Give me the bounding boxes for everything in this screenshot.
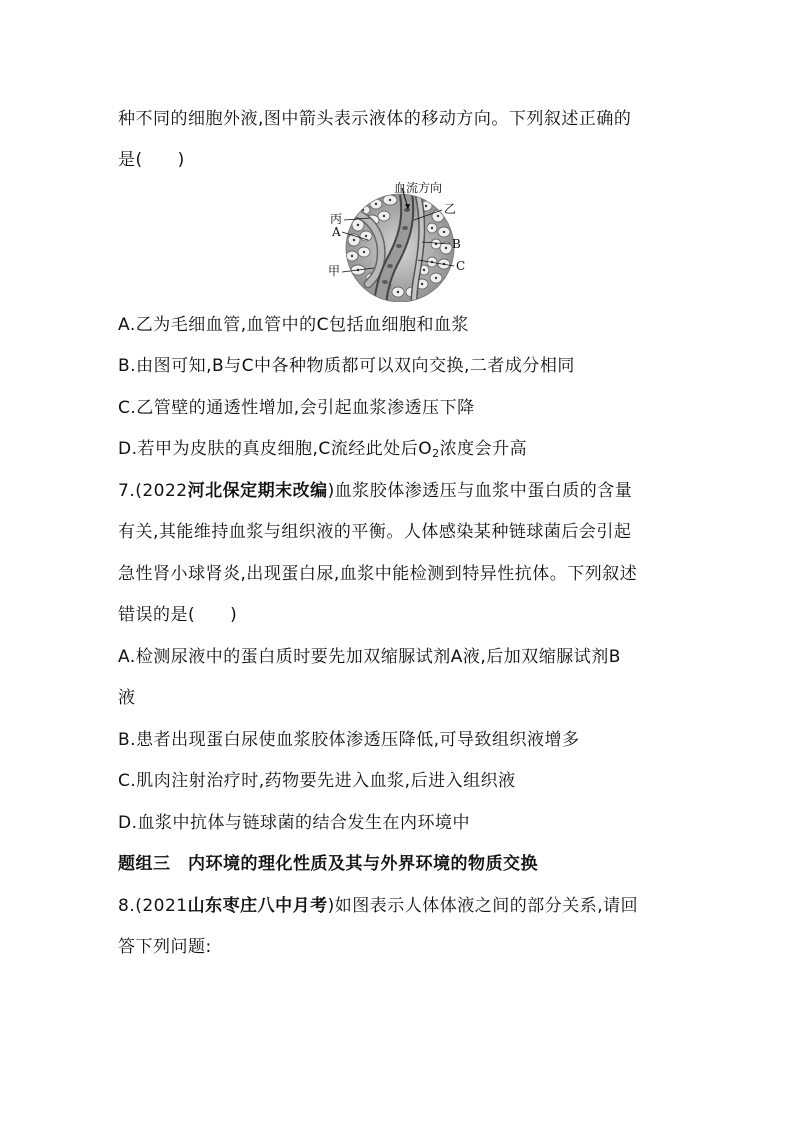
q8-stem-text: )如图表示人体体液之间的部分关系,请回 [327,896,639,916]
intro-line-1: 种不同的细胞外液,图中箭头表示液体的移动方向。下列叙述正确的 [118,109,632,129]
q7-number: 7.(2022 [118,481,188,501]
q8-stem-line-2: 答下列问题: [118,937,212,957]
q7-stem-text: )血浆胶体渗透压与血浆中蛋白质的含量 [327,481,633,501]
q6-option-d [118,437,527,466]
label-b: B [452,237,461,251]
q7-option-d: D.血浆中抗体与链球菌的结合发生在内环境中 [118,813,470,833]
q7-option-b: B.患者出现蛋白尿使血浆胶体渗透压降低,可导致组织液增多 [118,730,580,750]
q7-stem-line-1 [118,479,632,503]
label-flow-direction: 血流方向 [394,181,443,195]
label-yi: 乙 [444,202,457,216]
label-bing: 丙 [330,212,343,226]
q6-option-d-text: D.若甲为皮肤的真皮细胞,C流经此处后O [118,439,433,459]
q7-option-a-line-2: 液 [118,688,136,708]
label-c: C [456,259,466,273]
section-title: 题组三 内环境的理化性质及其与外界环境的物质交换 [118,854,538,874]
tissue-diagram-figure [318,180,478,302]
label-jia: 甲 [328,264,341,278]
q7-option-c: C.肌肉注射治疗时,药物要先进入血浆,后进入组织液 [118,771,516,791]
q7-source: 河北保定期末改编 [187,481,328,501]
q6-option-c: C.乙管壁的通透性增加,会引起血浆渗透压下降 [118,398,475,418]
intro-line-2: 是( ) [118,150,185,170]
q6-option-b: B.由图可知,B与C中各种物质都可以双向交换,二者成分相同 [118,356,575,376]
q8-number: 8.(2021 [118,896,188,916]
q6-option-a: A.乙为毛细血管,血管中的C包括血细胞和血浆 [118,315,470,335]
q7-stem-line-2: 有关,其能维持血浆与组织液的平衡。人体感染某种链球菌后会引起 [118,522,632,542]
q7-stem-line-4: 错误的是( ) [118,605,238,625]
q7-option-a-line-1: A.检测尿液中的蛋白质时要先加双缩脲试剂A液,后加双缩脲试剂B [118,647,621,667]
label-a: A [332,225,341,239]
q6-option-d-subscript: 2 [432,447,440,460]
q8-source: 山东枣庄八中月考 [187,896,328,916]
q8-stem-line-1 [118,894,638,918]
q7-stem-line-3: 急性肾小球肾炎,出现蛋白尿,血浆中能检测到特异性抗体。下列叙述 [118,564,638,584]
q6-option-d-text-end: 浓度会升高 [439,439,528,459]
